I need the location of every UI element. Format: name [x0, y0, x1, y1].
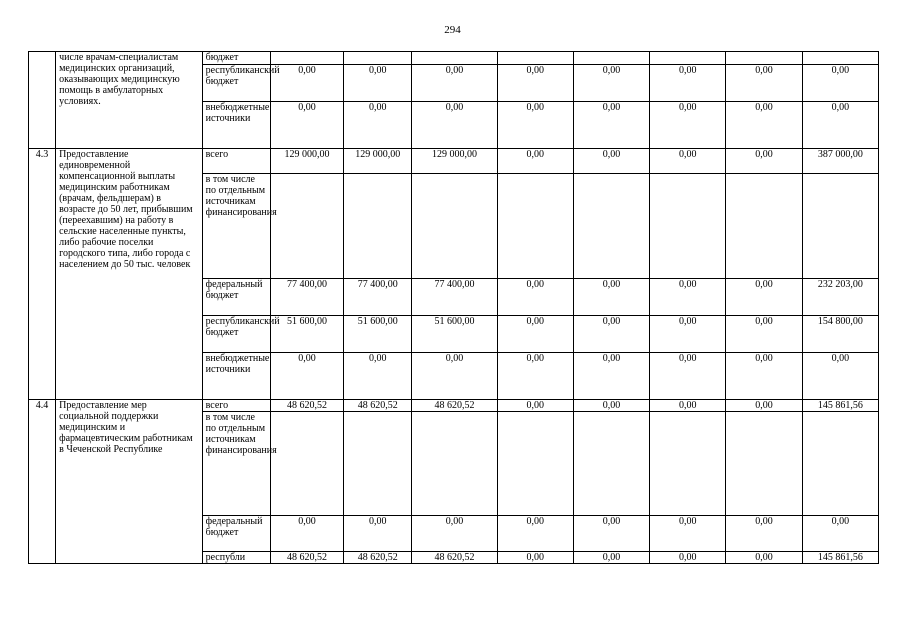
amount-cell: 0,00 [726, 552, 802, 564]
funding-source: республиканский бюджет [202, 316, 270, 353]
amount-cell: 0,00 [497, 316, 573, 353]
funding-source: всего [202, 400, 270, 412]
row-index: 4.3 [29, 149, 56, 400]
amount-cell: 0,00 [344, 102, 412, 149]
amount-cell: 232 203,00 [802, 279, 878, 316]
funding-source: республиканский бюджет [202, 65, 270, 102]
amount-cell [270, 174, 343, 279]
row-description: Предоставление мер социальной поддержки медицинским и фармацевтическим работникам в Чеченской Республике [56, 400, 203, 564]
amount-cell: 0,00 [497, 65, 573, 102]
amount-cell: 0,00 [573, 400, 649, 412]
amount-cell: 48 620,52 [344, 552, 412, 564]
amount-cell: 77 400,00 [344, 279, 412, 316]
amount-cell: 0,00 [650, 102, 726, 149]
amount-cell: 48 620,52 [270, 552, 343, 564]
amount-cell: 0,00 [573, 552, 649, 564]
amount-cell [726, 412, 802, 516]
amount-cell: 0,00 [650, 400, 726, 412]
amount-cell: 0,00 [573, 65, 649, 102]
amount-cell: 0,00 [573, 279, 649, 316]
amount-cell: 77 400,00 [412, 279, 497, 316]
funding-source: всего [202, 149, 270, 174]
amount-cell: 51 600,00 [344, 316, 412, 353]
amount-cell: 0,00 [726, 279, 802, 316]
row-description: числе врачам-специалистам медицинских организаций, оказывающих медицинскую помощь в амбулаторных условиях. [56, 52, 203, 149]
amount-cell: 0,00 [726, 65, 802, 102]
amount-cell [802, 412, 878, 516]
amount-cell: 0,00 [270, 65, 343, 102]
amount-cell: 48 620,52 [344, 400, 412, 412]
amount-cell [270, 412, 343, 516]
amount-cell: 129 000,00 [412, 149, 497, 174]
amount-cell: 48 620,52 [270, 400, 343, 412]
amount-cell: 129 000,00 [344, 149, 412, 174]
amount-cell: 0,00 [573, 149, 649, 174]
amount-cell [650, 174, 726, 279]
amount-cell: 0,00 [412, 102, 497, 149]
amount-cell: 0,00 [412, 65, 497, 102]
amount-cell [497, 412, 573, 516]
amount-cell: 387 000,00 [802, 149, 878, 174]
amount-cell: 0,00 [726, 400, 802, 412]
amount-cell [650, 412, 726, 516]
amount-cell: 0,00 [726, 516, 802, 552]
amount-cell [344, 412, 412, 516]
row-description: Предоставление единовременной компенсационной выплаты медицинским работникам (врачам, фельдшерам) в возрасте до 50 лет, прибывшим (переехавшим) на работу в сельские населенные пункты, либо рабочие поселки городского типа, либо города с населением до 50 тыс. человек [56, 149, 203, 400]
amount-cell: 0,00 [497, 552, 573, 564]
amount-cell [412, 52, 497, 65]
funding-source: бюджет [202, 52, 270, 65]
amount-cell: 0,00 [344, 65, 412, 102]
amount-cell: 0,00 [573, 102, 649, 149]
amount-cell: 0,00 [270, 353, 343, 400]
amount-cell: 145 861,56 [802, 400, 878, 412]
amount-cell [726, 174, 802, 279]
amount-cell [497, 174, 573, 279]
amount-cell: 145 861,56 [802, 552, 878, 564]
amount-cell [344, 52, 412, 65]
amount-cell: 51 600,00 [412, 316, 497, 353]
amount-cell: 51 600,00 [270, 316, 343, 353]
table-row [29, 52, 879, 65]
amount-cell: 129 000,00 [270, 149, 343, 174]
amount-cell: 0,00 [573, 316, 649, 353]
amount-cell [270, 52, 343, 65]
amount-cell: 0,00 [726, 149, 802, 174]
amount-cell: 0,00 [497, 149, 573, 174]
amount-cell: 77 400,00 [270, 279, 343, 316]
amount-cell: 0,00 [802, 102, 878, 149]
amount-cell: 0,00 [344, 516, 412, 552]
funding-source: внебюджетные источники [202, 353, 270, 400]
amount-cell [344, 174, 412, 279]
amount-cell: 0,00 [412, 353, 497, 400]
funding-source: внебюджетные источники [202, 102, 270, 149]
amount-cell: 0,00 [270, 102, 343, 149]
page-number: 294 [444, 24, 461, 36]
amount-cell: 48 620,52 [412, 400, 497, 412]
amount-cell [412, 412, 497, 516]
amount-cell: 0,00 [650, 353, 726, 400]
amount-cell: 0,00 [497, 102, 573, 149]
amount-cell: 0,00 [650, 149, 726, 174]
budget-table [28, 51, 879, 564]
amount-cell [497, 52, 573, 65]
amount-cell: 0,00 [497, 353, 573, 400]
amount-cell: 0,00 [802, 353, 878, 400]
amount-cell: 0,00 [650, 279, 726, 316]
amount-cell: 154 800,00 [802, 316, 878, 353]
amount-cell: 0,00 [497, 516, 573, 552]
amount-cell: 0,00 [412, 516, 497, 552]
amount-cell [650, 52, 726, 65]
table-row [29, 400, 879, 412]
row-index: 4.4 [29, 400, 56, 564]
funding-source: в том числе по отдельным источникам финансирования [202, 412, 270, 516]
amount-cell [412, 174, 497, 279]
amount-cell [802, 174, 878, 279]
amount-cell: 0,00 [650, 316, 726, 353]
amount-cell: 0,00 [650, 552, 726, 564]
amount-cell: 0,00 [726, 316, 802, 353]
funding-source: в том числе по отдельным источникам финансирования [202, 174, 270, 279]
amount-cell [573, 52, 649, 65]
funding-source: республи [202, 552, 270, 564]
amount-cell: 0,00 [650, 516, 726, 552]
amount-cell: 0,00 [573, 516, 649, 552]
amount-cell [573, 412, 649, 516]
funding-source: федеральный бюджет [202, 279, 270, 316]
amount-cell: 0,00 [270, 516, 343, 552]
amount-cell: 0,00 [726, 353, 802, 400]
amount-cell: 0,00 [802, 516, 878, 552]
amount-cell: 48 620,52 [412, 552, 497, 564]
amount-cell: 0,00 [726, 102, 802, 149]
amount-cell: 0,00 [802, 65, 878, 102]
amount-cell: 0,00 [573, 353, 649, 400]
table-row [29, 149, 879, 174]
amount-cell [802, 52, 878, 65]
amount-cell: 0,00 [344, 353, 412, 400]
amount-cell [726, 52, 802, 65]
amount-cell [573, 174, 649, 279]
amount-cell: 0,00 [650, 65, 726, 102]
amount-cell: 0,00 [497, 400, 573, 412]
row-index [29, 52, 56, 149]
funding-source: федеральный бюджет [202, 516, 270, 552]
amount-cell: 0,00 [497, 279, 573, 316]
